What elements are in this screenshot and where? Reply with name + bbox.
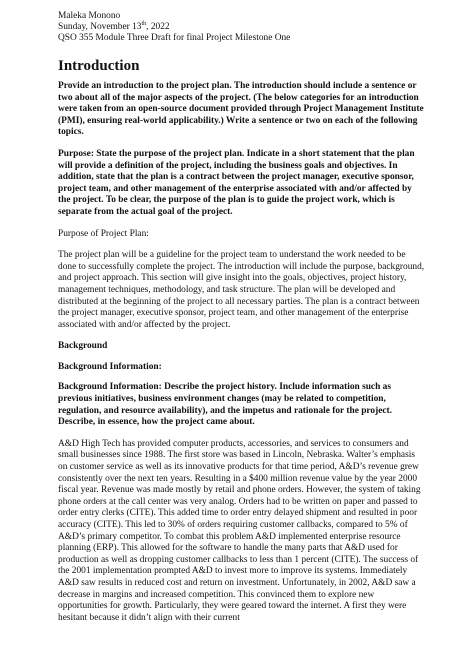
- author-name: Maleka Monono: [58, 11, 121, 21]
- background-body: A&D High Tech has provided computer products, accessories, and services to consumers and small businesses since 1988. The first store was based in Lincoln, Nebraska. Walter’s emphasis on customer service as well as its innovative products for that time period, A&D’s revenue grew consistently over the next ten years. Resulting in a $400 million revenue value by the year 2000 fiscal year. Revenue was made mostly by retail and phone orders. However, the system of taking phone orders at the call center was very analog. Orders had to be written on paper and passed to order entry clerks (CITE). This added time to order entry delayed shipment and resulted in poor accuracy (CITE). This led to 30% of orders requiring customer callbacks, compared to 5% of A&D’s primary competitor. To combat this problem A&D implemented enterprise resource planning (ERP). This allowed for the software to handle the many parts that A&D used for production as well as dropping customer callbacks to less than 1 percent (CITE). The success of the 2001 implementation prompted A&D to invest more to improve its systems. Immediately A&D saw results in reduced cost and return on investment. Unfortunately, in 2002, A&D saw a decrease in margins and increased competition. This convinced them to explore new opportunities for growth. Particularly, they were geared toward the internet. A first they were hesitant because it didn’t align with their current: [58, 438, 421, 623]
- purpose-label: Purpose of Project Plan:: [58, 228, 149, 239]
- document-page: [58, 11, 425, 634]
- date-prefix: Sunday, November 13: [58, 22, 142, 32]
- date-suffix: , 2022: [146, 22, 170, 32]
- document-date: [58, 22, 425, 33]
- introduction-heading: Introduction: [58, 58, 140, 74]
- background-subheading: Background Information:: [58, 361, 162, 372]
- purpose-body: The project plan will be a guideline for the project team to understand the work needed to be done to successfully complete the project. The introduction will include the purpose, background, and project approach. This section will give insight into the goals, objectives, project history, management techniques, methodology, and task structure. The plan will be developed and distributed at the beginning of the project to all necessary parties. The plan is a contract between the project manager, executive sponsor, project team, and other management of the enterprise associated with and/or affected by the project.: [58, 250, 425, 330]
- introduction-instructions: Provide an introduction to the project plan. The introduction should include a sentence or two about all of the major aspects of the project. (The below categories for an introduction were taken from an open-source document provided through Project Management Institute (PMI), ensuring real-world applicability.) Write a sentence or two on each of the following topics.: [58, 81, 424, 138]
- background-heading: Background: [58, 341, 108, 352]
- purpose-instructions: Purpose: State the purpose of the project plan. Indicate in a short statement that the plan will provide a definition of the project, including the business goals and objectives. In addition, state that the plan is a contract between the project manager, executive sponsor, project team, and other management of the enterprise associated with and/or affected by the project. To be clear, the purpose of the plan is to guide the project work, which is separate from the actual goal of the project.: [58, 148, 415, 217]
- date-superscript: th: [141, 20, 147, 27]
- course-title: QSO 355 Module Three Draft for final Project Milestone One: [58, 33, 291, 43]
- background-instructions: Background Information: Describe the project history. Include information such as previous initiatives, business environment changes (may be related to competition, regulation, and resource availability), and the impetus and rationale for the project. Describe, in essence, how the project came about.: [58, 382, 393, 428]
